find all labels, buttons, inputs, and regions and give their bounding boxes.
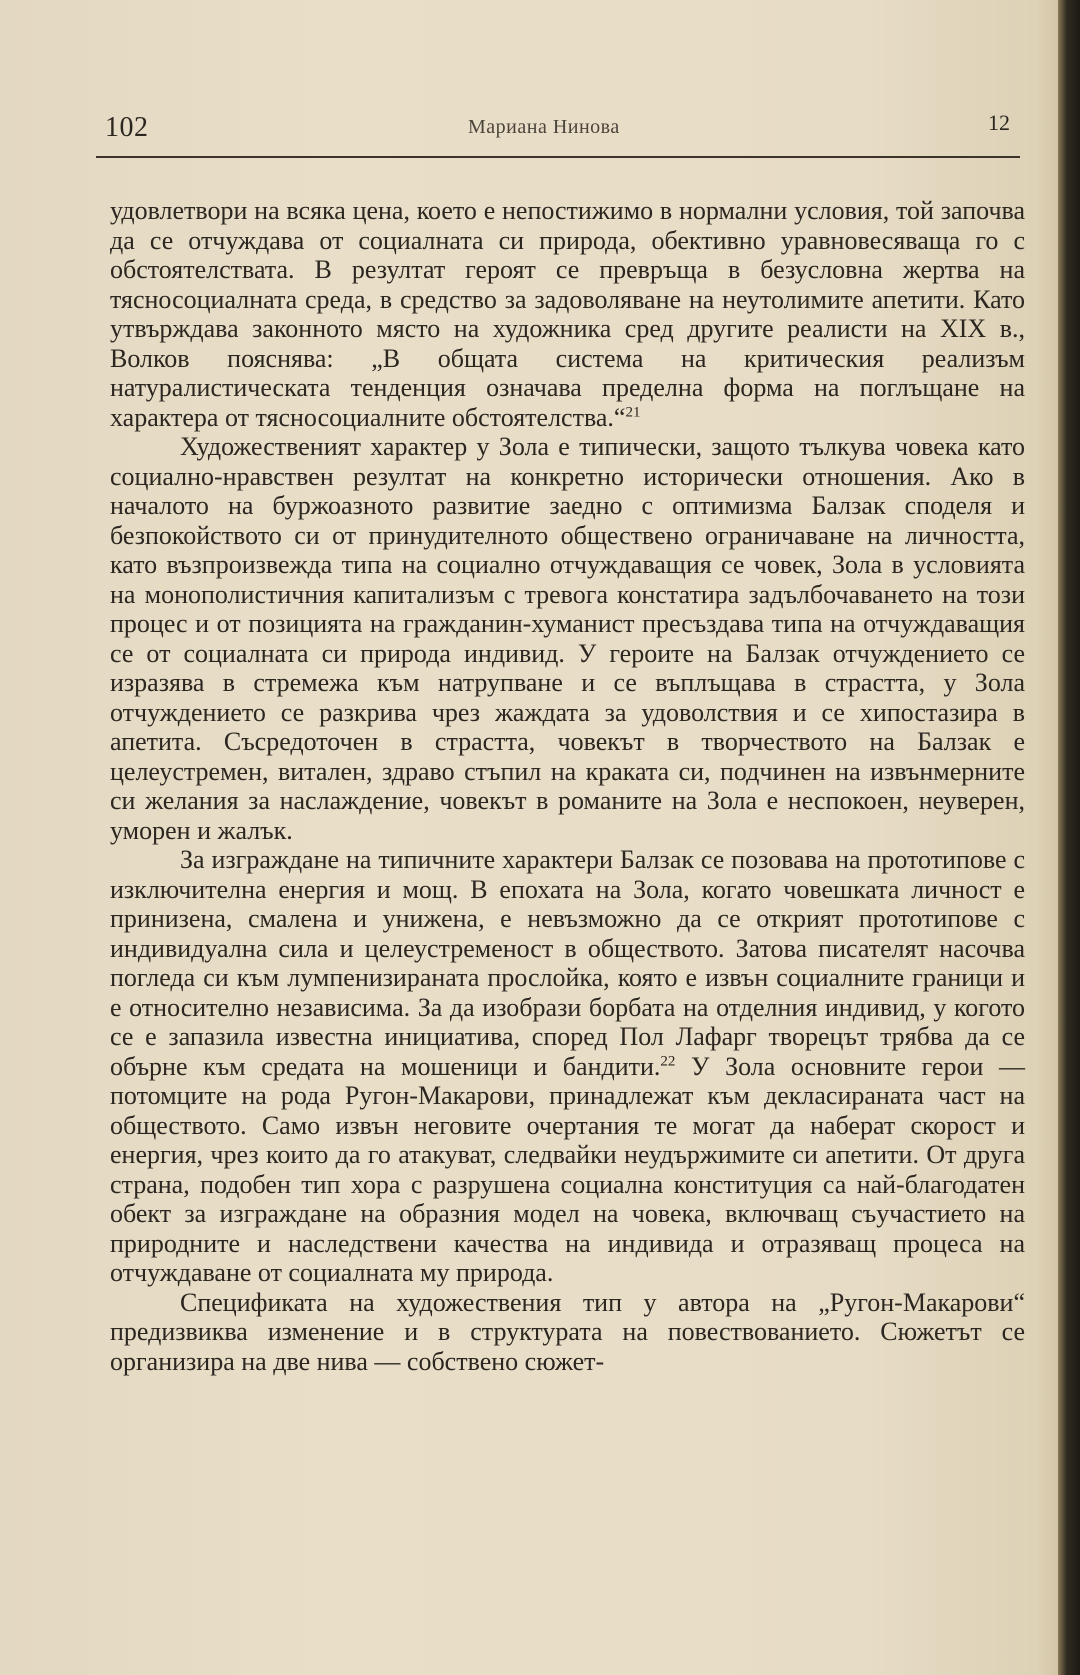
paragraph-3-text-after: У Зола основните герои — потомците на рода Ругон-Макарови, принадлежат към декласираната част на обществото. Само извън неговите очертания те могат да наберат скорост и енергия, чрез които да го атакуват, следвайки неудържимите си апетити. От друга страна, подобен тип хора с разрушена социална конституция са най-благодатен обект за изграждане на образния модел на човека, включващ съучастието на природните и наследствени качества на индивида и отразяващ процеса на отчуждаване от социалната му природа. [110,1051,1026,1287]
header-rule [96,156,1020,158]
page-header [105,110,1020,150]
paragraph-1 [110,196,1025,432]
sheet-number: 12 [988,110,1010,135]
footnote-ref-22: 22 [660,1052,676,1069]
running-head: Мариана Нинова [468,116,620,138]
paragraph-1-text: удовлетвори на всяка цена, което е непостижимо в нормални условия, той започва да се отчуждава от социалната си природа, обективно уравновесяваща го с обстоятелствата. В резултат героят се превръща в безусловна жертва на тясносоциалната среда, в средство за задоволяване на неутолимите апетити. Като утвърждава законното място на художника сред другите реалисти на XIX в., Волков пояснява: „В общата система на критическия реализъм натуралистическата тенденция означава пределна форма на поглъщане на характера от тясносоциалните обстоятелства.“ [110,196,1025,432]
page-number: 102 [105,112,149,143]
paragraph-3-text-before: За изграждане на типичните характери Балзак се позовава на прототипове с изключителна енергия и мощ. В епохата на Зола, когато човешката личност е принизена, смалена и унижена, е невъзможно да се открият прототипове с индивидуална сила и целеустременост в обществото. Затова писателят насочва погледа си към лумпенизираната прослойка, която е извън социалните граници и е относително независима. За да изобрази борбата на отделния индивид, у когото се е запазила известна инициатива, според Пол Лафарг творецът трябва да се обърне към средата на мошеници и бандити. [110,845,1025,1081]
paragraph-2: Художественият характер у Зола е типически, защото тълкува човека като социално-нравствен резултат на конкретно исторически отношения. Ако в началото на буржоазното развитие заедно с оптимизма Балзак споделя и безпокойството си от принудителното обществено ограничаване на личността, като възпроизвежда типа на социално отчуждаващия се човек, Зола в условията на монополистичния капитализъм с тревога констатира задълбочаването на този процес и от позицията на гражданин-хуманист пресъздава типа на отчуждаващия се от социалната си природа индивид. У героите на Балзак отчуждението се изразява в стремежа към натрупване и се въплъщава в страстта, у Зола отчуждението се разкрива чрез жаждата за удоволствия и се хипостазира в апетита. Съсредоточен в страстта, човекът в творчеството на Балзак е целеустремен, витален, здраво стъпил на краката си, подчинен на извънмерните си желания за наслаждение, човекът в романите на Зола е неспокоен, неуверен, уморен и жалък. [110,432,1025,845]
book-spine-edge [1058,0,1080,1675]
paragraph-4: Спецификата на художествения тип у автора на „Ругон-Макарови“ предизвиква изменение и в структурата на повествованието. Сюжетът се организира на две нива — собствено сюжет- [110,1287,1025,1376]
body-text [110,196,1025,1376]
footnote-ref-21: 21 [625,403,641,420]
paragraph-3 [110,845,1025,1288]
